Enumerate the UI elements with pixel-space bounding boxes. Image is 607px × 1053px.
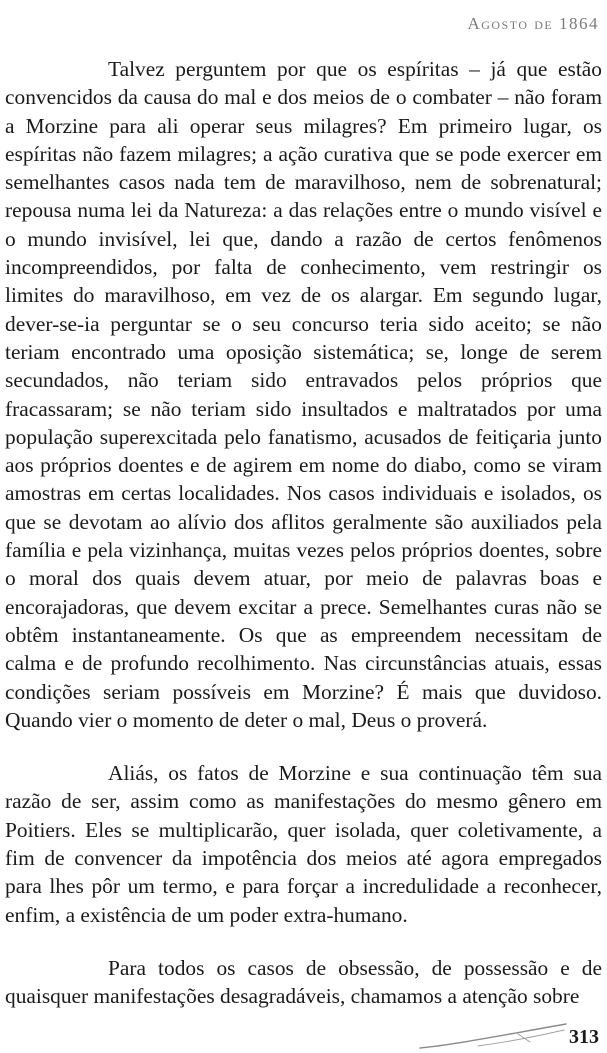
- page-body: [5, 55, 602, 1011]
- page-number: 313: [569, 1026, 599, 1048]
- running-header: Agosto de 1864: [467, 14, 599, 33]
- footer-flourish-icon: [418, 1022, 568, 1050]
- paragraph-3: Para todos os casos de obsessão, de possessão e de quaisquer manifestações desagradáveis, chamamos a atenção sobre: [5, 955, 602, 1009]
- paragraph-1: Talvez perguntem por que os espíritas – já que estão convencidos da causa do mal e dos meios de o combater – não foram a Morzine para ali operar seus milagres? Em primeiro lugar, os espíritas não fazem milagres; a ação curativa que se pode exercer em semelhantes casos nada tem de maravilhoso, nem de sobrenatural; repousa numa lei da Natureza: a das relações entre o mundo visível e o mundo invisível, lei que, dando a razão de certos fenômenos incompreendidos, por falta de conhecimento, vem restringir os limites do maravilhoso, em vez de os alargar. Em segundo lugar, dever-se-ia perguntar se o seu concurso teria sido aceito; se não teriam encontrado uma oposição sistemática; se, longe de serem secundados, não teriam sido entravados pelos próprios que fracassaram; se não teriam sido insultados e maltratados por uma população superexcitada pelo fanatismo, acusados de feitiçaria junto aos próprios doentes e de agirem em nome do diabo, como se viram amostras em certas localidades. Nos casos individuais e isolados, os que se devotam ao alívio dos aflitos geralmente são auxiliados pela família e pela vizinhança, muitas vezes pelos próprios doentes, sobre o moral dos quais devem atuar, por meio de palavras boas e encorajadoras, que devem excitar a prece. Semelhantes curas não se obtêm instantaneamente. Os que as empreendem necessitam de calma e de profundo recolhimento. Nas circunstâncias atuais, essas condições seriam possíveis em Morzine? É mais que duvidoso. Quando vier o momento de deter o mal, Deus o proverá.: [5, 57, 602, 732]
- paragraph-2: Aliás, os fatos de Morzine e sua continuação têm sua razão de ser, assim como as manifestações do mesmo gênero em Poitiers. Eles se multiplicarão, quer isolada, quer coletivamente, a fim de convencer da impotência dos meios até agora empregados para lhes pôr um termo, e para forçar a incredulidade a reconhecer, enfim, a existência de um poder extra-humano.: [5, 761, 602, 927]
